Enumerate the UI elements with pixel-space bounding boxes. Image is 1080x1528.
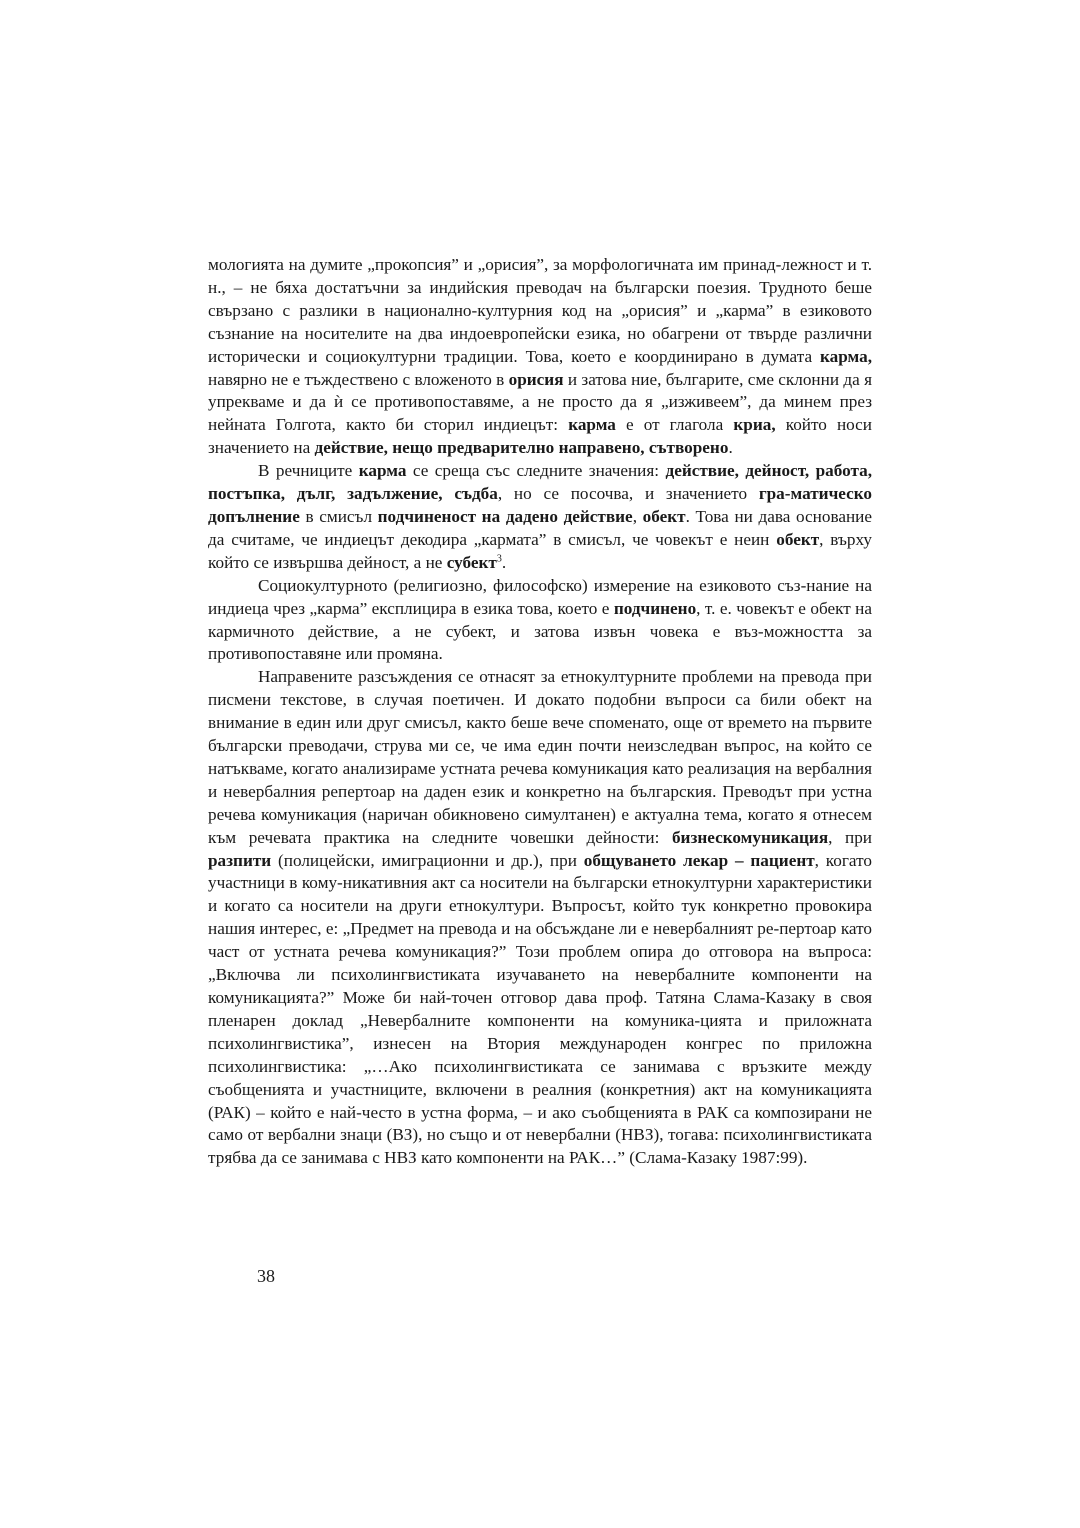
page-number: 38 <box>257 1266 275 1286</box>
text-run: , при <box>828 827 872 847</box>
text-run: , <box>632 506 643 526</box>
text-run: , т. е. човекът е обект на кармичното действие, а не субект, и затова извън човека е въз-можността за противопоставяне или промяна. <box>208 598 872 664</box>
paragraph <box>208 254 872 460</box>
text-run: , но се посочва, и значението <box>497 484 759 504</box>
bold-term: разпити <box>208 850 272 870</box>
text-run: , когато участници в кому-никативния акт са носители на български етнокултурни характеристики и когато са носители на други етнокултури. Въпросът, който тук конкретно провокира нашия интерес, е: „Предмет на превода и на обсъждане ли е невербалният ре-пертоар като част от устната речева комуникация?” Този проблем опира до отговора на въпроса: „Включва ли психолингвистиката изучаването на невербалните компоненти на комуникацията?” Може би най-точен отговор дава проф. Татяна Слама-Казаку в своя пленарен доклад „Невербалните компоненти на комуника-цията и приложната психолингвистика”, изнесен на Втория международен конгрес по приложна психолингвистика: „…Ако психолингвистиката се занимава с връзките между съобщенията и участниците, включени в реалния (конкретния) акт на комуникацията (РАК) – който е най-често в устна форма, – и ако съобщенията в РАК са композирани не само от вербални знаци (ВЗ), но също и от невербални (НВЗ), тогава: психолингвистиката трябва да се занимава с НВЗ като компоненти на РАК…” (Слама-Казаку 1987:99). <box>208 850 872 1168</box>
text-run: който носи значението на <box>208 415 872 458</box>
bold-term: криа, <box>733 415 776 435</box>
text-run: Социокултурното (религиозно, философско) измерение на езиковото съз-нание на индиеца чрез „карма” експлицира в езика това, което е <box>208 575 872 618</box>
text-run: е от глагола <box>615 415 734 435</box>
bold-term: подчиненост на дадено действие <box>377 506 633 526</box>
bold-term: общуването лекар – пациент <box>583 850 815 870</box>
bold-term: карма <box>568 415 616 435</box>
bold-term: бизнескомуникация <box>671 827 829 847</box>
text-run: навярно не е тъждествено с вложеното в <box>208 369 509 389</box>
paragraph <box>208 575 872 667</box>
bold-term: действие, дейност, работа, постъпка, дълг, задължение, съдба <box>208 461 872 504</box>
text-run: В речниците <box>258 461 359 481</box>
bold-term: подчинено <box>613 598 697 618</box>
bold-term: обект <box>642 506 686 526</box>
footnote-marker: 3 <box>496 553 502 565</box>
bold-term: действие, нещо предварително направено, сътворено <box>314 438 729 458</box>
paragraph <box>208 666 872 1170</box>
text-run: , върху който се извършва дейност, а не <box>208 529 873 572</box>
bold-term: карма <box>358 461 407 481</box>
bold-term: субект <box>446 552 497 572</box>
text-run: (полицейски, имиграционни и др.), при <box>271 850 584 870</box>
text-run: в смисъл <box>299 506 378 526</box>
text-run: Направените разсъждения се отнасят за етнокултурните проблеми на превода при писмени текстове, в случая поетичен. И докато подобни въпроси са били обект на внимание в един или друг смисъл, както беше вече споменато, още от времето на първите български преводачи, струва ми се, че има един почти неизследван въпрос, на който се натъкваме, когато анализираме устната речева комуникация като реализация на вербалния и невербалния репертоар на даден език и конкретно на българския. Преводът при устна речева комуникация (наричан обикновено симултанен) е актуална тема, когато я отнесем към речевата практика на следните човешки дейности: <box>208 667 872 847</box>
bold-term: гра-матическо допълнение <box>208 484 873 526</box>
text-run: . <box>501 552 507 572</box>
text-run: . <box>728 438 733 458</box>
bold-term: карма, <box>819 346 872 366</box>
text-run: се среща със следните значения: <box>406 461 666 481</box>
page-body <box>208 254 872 1170</box>
text-run: и затова ние, българите, сме склонни да я упрекваме и да ѝ се противопоставяме, а не просто да я „изживеем”, да минем през нейната Голгота, както би сторил индиецът: <box>208 369 872 435</box>
text-run: . Това ни дава основание да считаме, че индиецът декодира „кармата” в смисъл, че човекът е неин <box>208 506 872 549</box>
text-run: мологията на думите „прокопсия” и „орисия”, за морфологичната им принад-лежност и т. н., – не бяха достатъчни за индийския преводач на български поезия. Трудното беше свързано с разлики в национално-културния код на „орисия” и „карма” в езиковото съзнание на носителите на два индоевропейски езика, но обагрени от твърде различни исторически и социокултурни традиции. Това, което е координирано в думата <box>208 255 872 366</box>
bold-term: орисия <box>508 369 564 389</box>
paragraph <box>208 460 872 575</box>
bold-term: обект <box>776 529 820 549</box>
